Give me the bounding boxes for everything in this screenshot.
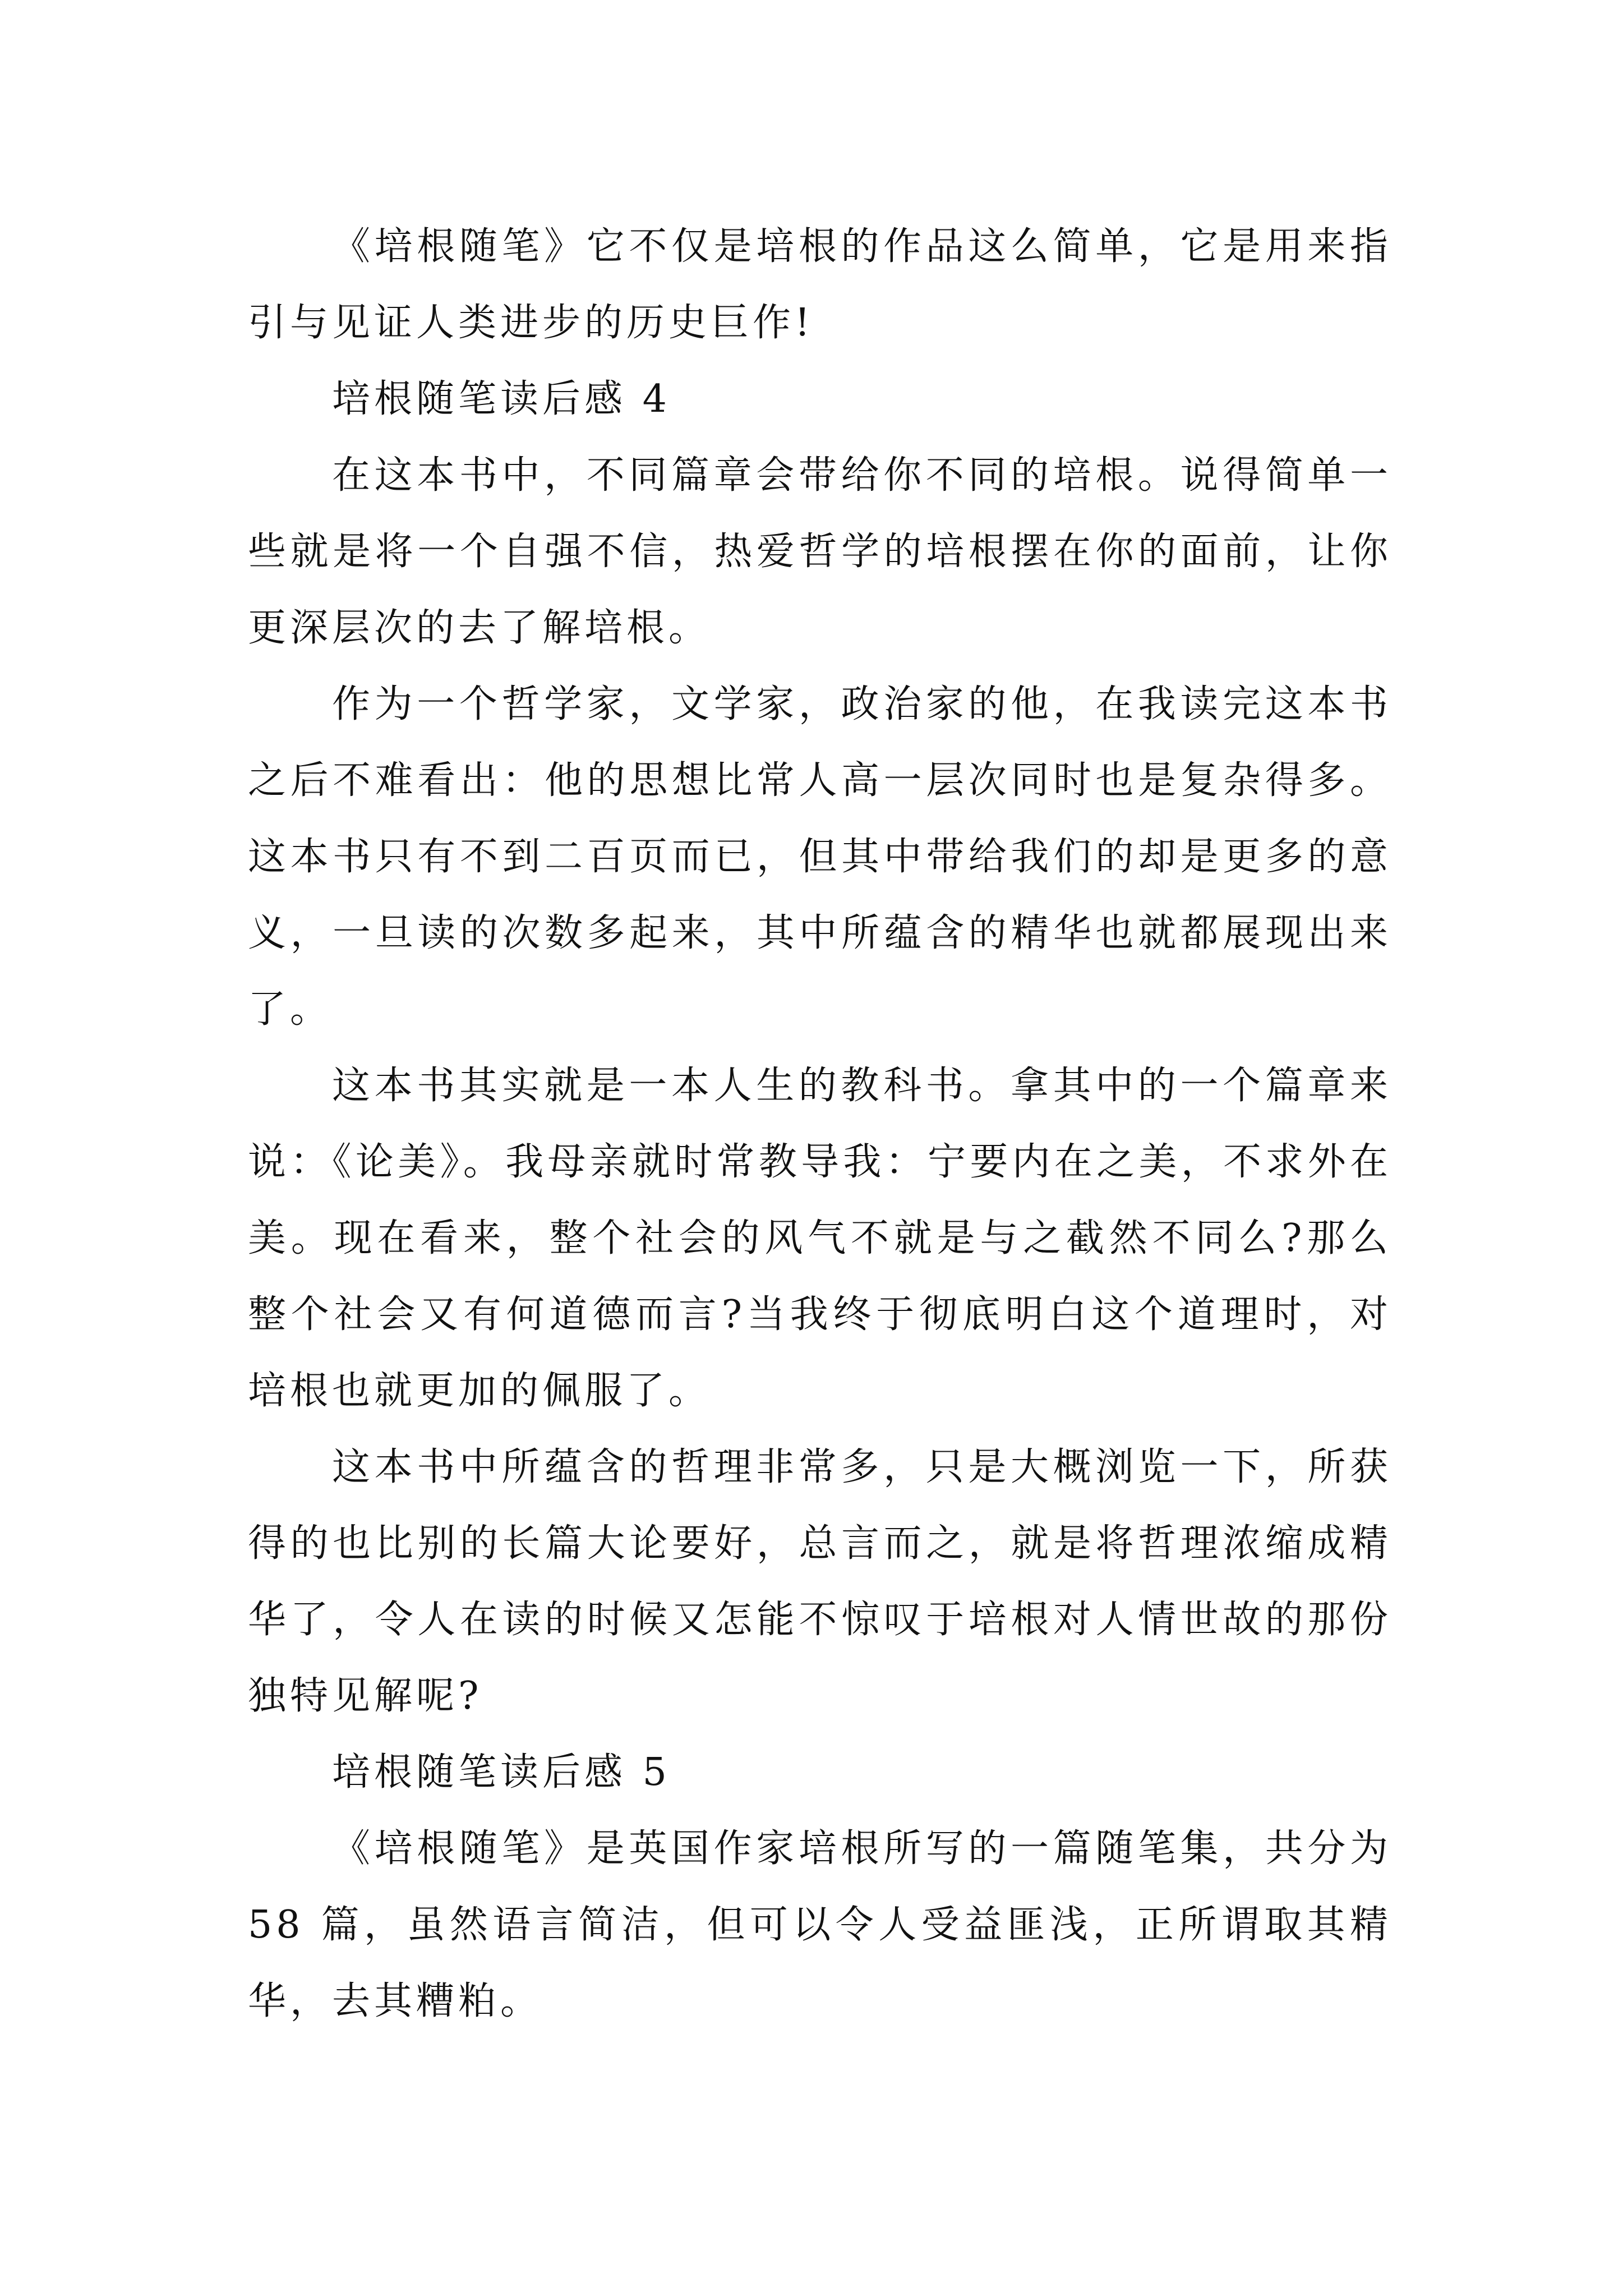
paragraph: 《培根随笔》是英国作家培根所写的一篇随笔集，共分为 58 篇，虽然语言简洁，但可以令人受益匪浅，正所谓取其精华，去其糟粕。: [248, 1826, 1392, 2023]
paragraph: 《培根随笔》它不仅是培根的作品这么简单，它是用来指引与见证人类进步的历史巨作!: [248, 224, 1392, 345]
document-body: [248, 209, 1392, 2040]
section-heading: 培根随笔读后感 5: [332, 1750, 671, 1795]
paragraph: 在这本书中，不同篇章会带给你不同的培根。说得简单一些就是将一个自强不信，热爱哲学的培根摆在你的面前，让你更深层次的去了解培根。: [248, 453, 1392, 650]
paragraph: 作为一个哲学家，文学家，政治家的他，在我读完这本书之后不难看出：他的思想比常人高一层次同时也是复杂得多。这本书只有不到二百页而已，但其中带给我们的却是更多的意义，一旦读的次数多起来，其中所蕴含的精华也就都展现出来了。: [248, 682, 1392, 1032]
paragraph: 这本书中所蕴含的哲理非常多，只是大概浏览一下，所获得的也比别的长篇大论要好，总言而之，就是将哲理浓缩成精华了，令人在读的时候又怎能不惊叹于培根对人情世故的那份独特见解呢?: [248, 1445, 1392, 1718]
paragraph: 这本书其实就是一本人生的教科书。拿其中的一个篇章来说：《论美》。我母亲就时常教导我：宁要内在之美，不求外在美。现在看来，整个社会的风气不就是与之截然不同么?那么整个社会又有何道德而言?当我终于彻底明白这个道理时，对培根也就更加的佩服了。: [248, 1064, 1392, 1413]
section-heading: 培根随笔读后感 4: [332, 377, 671, 421]
